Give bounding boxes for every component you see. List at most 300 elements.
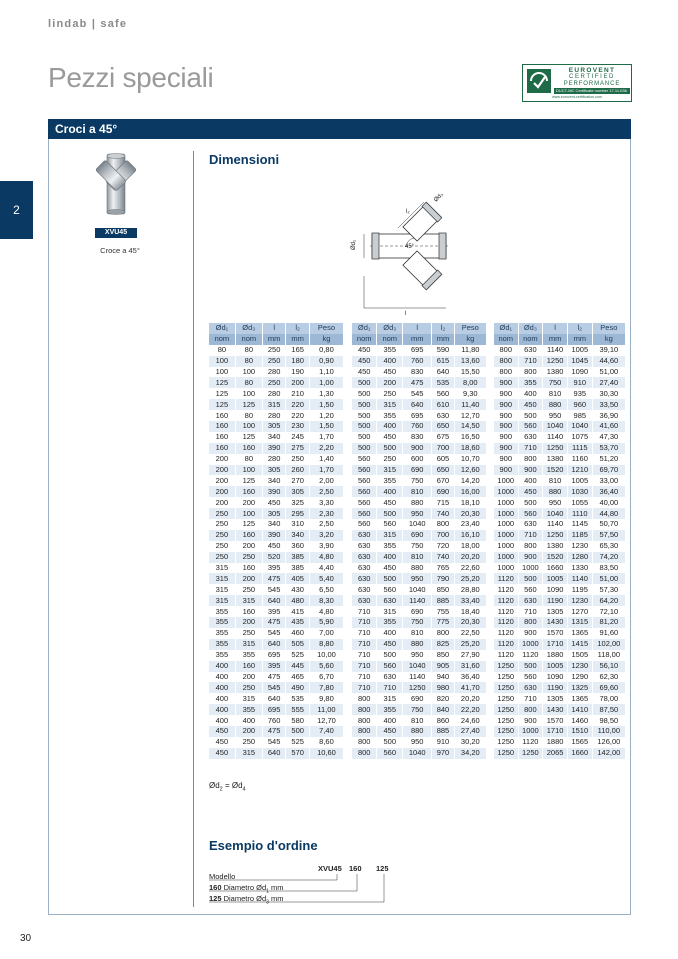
table-cell: 160 — [215, 410, 229, 420]
table-cell: 1250 — [497, 715, 515, 725]
table-cell: 7,80 — [309, 682, 343, 693]
table-row — [494, 704, 625, 715]
table-cell: 880 — [403, 639, 432, 650]
table-cell: 1305 — [543, 606, 568, 617]
table-cell: 460 — [286, 628, 310, 639]
table-cell: 900 — [518, 715, 543, 726]
table-row — [352, 497, 486, 508]
table-cell: 755 — [432, 606, 454, 617]
table-row — [209, 388, 343, 399]
table-cell: 315 — [235, 693, 262, 704]
table-cell: 880 — [403, 497, 432, 508]
table-row — [209, 519, 343, 530]
table-cell: 500 — [357, 388, 371, 398]
table-row — [352, 519, 486, 530]
table-cell: 500 — [377, 650, 403, 661]
table-cell: 825 — [432, 639, 454, 650]
table-cell: 450 — [377, 726, 403, 737]
table-cell: 640 — [262, 595, 286, 606]
table-cell: 1090 — [543, 584, 568, 595]
table-cell: 250 — [262, 345, 286, 356]
table-cell: 1,30 — [309, 388, 343, 399]
table-cell: 160 — [209, 421, 235, 432]
table-cell: 800 — [518, 541, 543, 552]
table-cell: 1305 — [543, 693, 568, 704]
dimension-diagram — [350, 188, 465, 316]
table-row — [352, 410, 486, 421]
table-cell: 950 — [403, 737, 432, 748]
table-cell: 14,20 — [454, 475, 486, 486]
table-cell: 905 — [432, 661, 454, 672]
table-cell: 720 — [432, 541, 454, 552]
table-cell: 1120 — [497, 606, 514, 616]
dimensions-table-1 — [209, 323, 343, 759]
table-cell: 1120 — [497, 650, 514, 660]
table-cell: mm — [286, 334, 310, 345]
table-cell: 630 — [357, 584, 371, 594]
table-cell: 1195 — [567, 584, 592, 595]
table-cell: 400 — [377, 552, 403, 563]
table-cell: 800 — [352, 726, 377, 737]
table-cell: 57,50 — [592, 530, 625, 541]
table-cell: 1250 — [518, 748, 543, 759]
table-cell: 325 — [286, 497, 310, 508]
table-cell: 200 — [215, 497, 229, 507]
table-cell: 740 — [432, 552, 454, 563]
table-cell: 1055 — [567, 497, 592, 508]
table-cell: 400 — [215, 671, 229, 681]
table-cell: 125 — [235, 519, 262, 530]
table-cell: 53,70 — [592, 443, 625, 454]
table-cell: Ød₁ — [352, 323, 377, 334]
table-cell: 1160 — [567, 454, 592, 465]
table-cell: 250 — [377, 454, 403, 465]
table-row — [494, 356, 625, 367]
table-cell: 1250 — [543, 530, 568, 541]
table-cell: 545 — [262, 584, 286, 595]
order-row-1: 160 Diametro $Ød_1$ mm — [209, 883, 284, 895]
table-cell: 400 — [235, 715, 262, 726]
table-cell: 1145 — [567, 519, 592, 530]
table-row — [352, 399, 486, 410]
table-cell: 490 — [286, 682, 310, 693]
table-cell: 1570 — [543, 628, 568, 639]
table-cell: 640 — [262, 639, 286, 650]
table-cell: mm — [262, 334, 286, 345]
table-cell: 355 — [209, 617, 235, 628]
table-cell: 200 — [215, 475, 229, 485]
table-row — [209, 508, 343, 519]
table-cell: 690 — [403, 530, 432, 541]
table-cell: 630 — [518, 345, 543, 356]
table-row — [352, 530, 486, 541]
table-cell: 1120 — [494, 639, 518, 650]
table-cell: 27,40 — [592, 377, 625, 388]
table-cell: 125 — [235, 399, 262, 410]
table-cell: 695 — [262, 650, 286, 661]
table-cell: 560 — [377, 584, 403, 595]
table-cell: 605 — [432, 454, 454, 465]
table-row — [209, 443, 343, 454]
table-cell: 33,40 — [454, 595, 486, 606]
table-cell: 15,50 — [454, 367, 486, 378]
table-cell: 695 — [403, 410, 432, 421]
table-cell: 710 — [352, 639, 377, 650]
table-cell: 1040 — [543, 508, 568, 519]
table-row — [494, 682, 625, 693]
table-cell: 850 — [432, 584, 454, 595]
table-cell: 6,50 — [309, 584, 343, 595]
table-cell: 830 — [403, 432, 432, 443]
table-cell: 950 — [403, 508, 432, 519]
table-cell: 1000 — [518, 726, 543, 737]
table-cell: mm — [567, 334, 592, 345]
table-cell: 430 — [286, 584, 310, 595]
table-cell: 340 — [286, 530, 310, 541]
table-cell: 315 — [377, 465, 403, 476]
table-cell: 125 — [235, 432, 262, 443]
table-cell: 900 — [499, 388, 513, 398]
table-cell: 900 — [494, 421, 518, 432]
table-cell: 100 — [235, 367, 262, 378]
table-cell: nom — [235, 334, 262, 345]
table-cell: 500 — [352, 443, 377, 454]
table-cell: 900 — [494, 399, 518, 410]
table-cell: mm — [543, 334, 568, 345]
table-cell: 500 — [377, 573, 403, 584]
table-cell: 900 — [499, 454, 513, 464]
table-cell: 910 — [567, 377, 592, 388]
table-row — [352, 639, 486, 650]
table-cell: 10,70 — [454, 454, 486, 465]
table-cell: 600 — [403, 454, 432, 465]
table-cell: 710 — [518, 693, 543, 704]
table-cell: 1140 — [543, 519, 568, 530]
table-cell: 630 — [518, 595, 543, 606]
table-cell: 51,00 — [592, 367, 625, 378]
table-cell: 8,80 — [309, 639, 343, 650]
table-cell: 560 — [357, 454, 371, 464]
table-cell: 3,20 — [309, 530, 343, 541]
table-cell: 270 — [286, 475, 310, 486]
table-cell: 450 — [518, 486, 543, 497]
table-cell: 2,30 — [309, 508, 343, 519]
table-cell: 590 — [432, 345, 454, 356]
table-row — [352, 584, 486, 595]
order-value-2: 125 — [376, 864, 389, 873]
table-cell: 210 — [286, 388, 310, 399]
table-cell: 640 — [432, 367, 454, 378]
table-cell: l₂ — [286, 323, 310, 334]
table-cell: 500 — [377, 508, 403, 519]
table-cell: 400 — [377, 628, 403, 639]
table-cell: 355 — [377, 617, 403, 628]
table-cell: 560 — [352, 486, 377, 497]
table-cell: 1250 — [403, 682, 432, 693]
table-cell: 51,00 — [592, 573, 625, 584]
table-row — [494, 399, 625, 410]
table-header-row — [494, 323, 625, 334]
table-cell: 885 — [432, 595, 454, 606]
table-cell: 480 — [286, 595, 310, 606]
table-cell: 710 — [352, 617, 377, 628]
table-cell: 160 — [209, 443, 235, 454]
table-cell: nom — [518, 334, 543, 345]
table-units-row — [494, 334, 625, 345]
table-row — [494, 584, 625, 595]
table-cell: 900 — [403, 443, 432, 454]
table-cell: 1250 — [497, 671, 515, 681]
diagram-label-l: l — [405, 311, 407, 316]
table-cell: 50,70 — [592, 519, 625, 530]
table-cell: 355 — [518, 377, 543, 388]
table-cell: 740 — [432, 508, 454, 519]
table-cell: 545 — [262, 682, 286, 693]
table-cell: 560 — [432, 388, 454, 399]
table-cell: 1040 — [403, 748, 432, 759]
table-cell: 400 — [518, 475, 543, 486]
table-cell: 1040 — [567, 421, 592, 432]
order-row-model: Modello — [209, 872, 236, 881]
table-cell: 390 — [262, 486, 286, 497]
table-cell: 545 — [262, 737, 286, 748]
table-cell: 555 — [286, 704, 310, 715]
table-cell: 500 — [518, 497, 543, 508]
table-cell: 1380 — [543, 367, 568, 378]
table-cell: 400 — [377, 715, 403, 726]
table-cell: 100 — [209, 356, 235, 367]
table-row — [352, 454, 486, 465]
table-cell: 315 — [262, 399, 286, 410]
table-cell: 560 — [352, 465, 377, 476]
table-cell: 1250 — [497, 693, 515, 703]
table-cell: 400 — [209, 682, 235, 693]
table-cell: 4,40 — [309, 563, 343, 574]
table-cell: 36,40 — [592, 486, 625, 497]
table-row — [209, 715, 343, 726]
table-cell: 80 — [235, 454, 262, 465]
table-cell: 935 — [567, 388, 592, 399]
table-cell: 340 — [262, 475, 286, 486]
table-cell: 800 — [518, 454, 543, 465]
table-cell: 315 — [209, 595, 235, 606]
table-cell: 500 — [352, 421, 377, 432]
table-cell: 500 — [377, 443, 403, 454]
table-cell: 1000 — [497, 497, 515, 507]
table-cell: 390 — [262, 443, 286, 454]
table-cell: 1,00 — [309, 377, 343, 388]
table-cell: 315 — [377, 693, 403, 704]
table-cell: 87,50 — [592, 704, 625, 715]
table-cell: 57,30 — [592, 584, 625, 595]
table-row — [494, 475, 625, 486]
table-cell: 395 — [262, 661, 286, 672]
table-cell: 0,90 — [309, 356, 343, 367]
table-cell: 190 — [286, 367, 310, 378]
table-row — [352, 421, 486, 432]
table-cell: 355 — [377, 704, 403, 715]
table-cell: 18,60 — [454, 443, 486, 454]
cert-number: DUCT-MC Certificate number 17.11.036 — [554, 88, 630, 94]
table-cell: 200 — [235, 726, 262, 737]
table-cell: 180 — [286, 356, 310, 367]
table-cell: 355 — [377, 541, 403, 552]
table-cell: 710 — [518, 443, 543, 454]
table-row — [352, 552, 486, 563]
table-row — [209, 486, 343, 497]
table-cell: 39,10 — [592, 345, 625, 356]
table-cell: 1120 — [497, 628, 514, 638]
table-cell: 450 — [377, 432, 403, 443]
table-cell: 710 — [518, 356, 543, 367]
page-number: 30 — [20, 933, 32, 944]
table-cell: 400 — [518, 388, 543, 399]
table-cell: 8,30 — [309, 595, 343, 606]
table-row — [352, 486, 486, 497]
table-cell: 1,40 — [309, 454, 343, 465]
table-cell: 250 — [235, 552, 262, 563]
table-cell: 1230 — [567, 661, 592, 672]
table-cell: 1005 — [543, 573, 568, 584]
table-cell: 34,20 — [454, 748, 486, 759]
table-cell: 1510 — [567, 726, 592, 737]
table-row — [352, 661, 486, 672]
table-cell: 12,70 — [309, 715, 343, 726]
table-cell: 1140 — [543, 432, 568, 443]
table-cell: 615 — [432, 356, 454, 367]
table-cell: 9,80 — [309, 693, 343, 704]
table-cell: 5,60 — [309, 661, 343, 672]
table-cell: 535 — [286, 693, 310, 704]
table-row — [494, 617, 625, 628]
table-row — [352, 672, 486, 683]
table-cell: 450 — [209, 726, 235, 737]
table-row — [209, 454, 343, 465]
table-cell: 690 — [403, 693, 432, 704]
table-cell: 765 — [432, 563, 454, 574]
table-cell: 525 — [286, 737, 310, 748]
table-cell: 700 — [432, 443, 454, 454]
table-cell: 1000 — [497, 541, 515, 551]
table-row — [352, 345, 486, 356]
table-cell: 12,60 — [454, 465, 486, 476]
table-cell: kg — [454, 334, 486, 345]
table-row — [494, 377, 625, 388]
table-cell: 1250 — [494, 661, 518, 672]
table-cell: 710 — [357, 650, 371, 660]
table-cell: 44,60 — [592, 356, 625, 367]
table-cell: 750 — [403, 475, 432, 486]
table-cell: 760 — [403, 356, 432, 367]
table-cell: 450 — [352, 356, 377, 367]
table-cell: 900 — [494, 377, 518, 388]
table-row — [209, 563, 343, 574]
table-cell: 1040 — [543, 421, 568, 432]
table-row — [352, 377, 486, 388]
table-cell: 315 — [235, 748, 262, 759]
table-cell: 630 — [518, 682, 543, 693]
table-cell: 220 — [286, 399, 310, 410]
table-row — [494, 715, 625, 726]
table-cell: 800 — [518, 617, 543, 628]
table-cell: 690 — [403, 606, 432, 617]
table-row — [352, 650, 486, 661]
table-cell: 280 — [262, 388, 286, 399]
table-cell: 81,20 — [592, 617, 625, 628]
table-cell: 110,00 — [592, 726, 625, 737]
table-row — [494, 661, 625, 672]
table-cell: 1410 — [567, 704, 592, 715]
table-cell: 1250 — [494, 726, 518, 737]
table-cell: 450 — [262, 497, 286, 508]
table-cell: 305 — [262, 465, 286, 476]
table-cell: 125 — [209, 377, 235, 388]
table-row — [209, 672, 343, 683]
table-cell: 900 — [499, 432, 513, 442]
table-cell: 3,30 — [309, 497, 343, 508]
table-cell: 355 — [215, 628, 229, 638]
table-cell: 475 — [262, 573, 286, 584]
table-cell: 1880 — [543, 650, 568, 661]
table-cell: 315 — [215, 584, 229, 594]
table-cell: 20,30 — [454, 508, 486, 519]
table-cell: 5,90 — [309, 617, 343, 628]
table-cell: 630 — [352, 552, 377, 563]
table-cell: 1005 — [567, 475, 592, 486]
table-cell: 160 — [235, 530, 262, 541]
table-cell: 505 — [286, 639, 310, 650]
table-cell: 560 — [357, 497, 371, 507]
table-cell: 295 — [286, 508, 310, 519]
table-cell: 250 — [215, 519, 229, 529]
table-row — [494, 421, 625, 432]
table-row — [494, 595, 625, 606]
table-cell: 1110 — [567, 508, 592, 519]
table-cell: 98,50 — [592, 715, 625, 726]
table-row — [494, 367, 625, 378]
diagram-label-d1: Ød₁ — [351, 239, 357, 250]
table-row — [209, 595, 343, 606]
table-cell: 1365 — [567, 628, 592, 639]
table-cell: 280 — [262, 454, 286, 465]
table-row — [494, 693, 625, 704]
order-model-code: XVU45 — [318, 864, 342, 873]
table-cell: 1430 — [543, 617, 568, 628]
table-cell: 560 — [518, 421, 543, 432]
table-cell: 315 — [209, 573, 235, 584]
table-cell: 74,20 — [592, 552, 625, 563]
table-cell: 22,20 — [454, 704, 486, 715]
table-cell: 220 — [286, 410, 310, 421]
table-cell: 51,20 — [592, 454, 625, 465]
table-cell: 245 — [286, 432, 310, 443]
product-code-badge: XVU45 — [95, 228, 137, 238]
table-cell: nom — [352, 334, 377, 345]
table-row — [494, 541, 625, 552]
diagram-label-l2: l₂ — [406, 209, 410, 215]
table-cell: 560 — [518, 672, 543, 683]
table-cell: 395 — [262, 606, 286, 617]
table-cell: 1000 — [497, 519, 515, 529]
table-cell: 800 — [432, 519, 454, 530]
table-row — [494, 650, 625, 661]
table-cell: 400 — [209, 661, 235, 672]
table-cell: 250 — [215, 541, 229, 551]
table-row — [352, 508, 486, 519]
cert-website: www.eurovent-certification.com — [552, 95, 602, 99]
table-cell: 1,20 — [309, 410, 343, 421]
table-cell: 5,40 — [309, 573, 343, 584]
